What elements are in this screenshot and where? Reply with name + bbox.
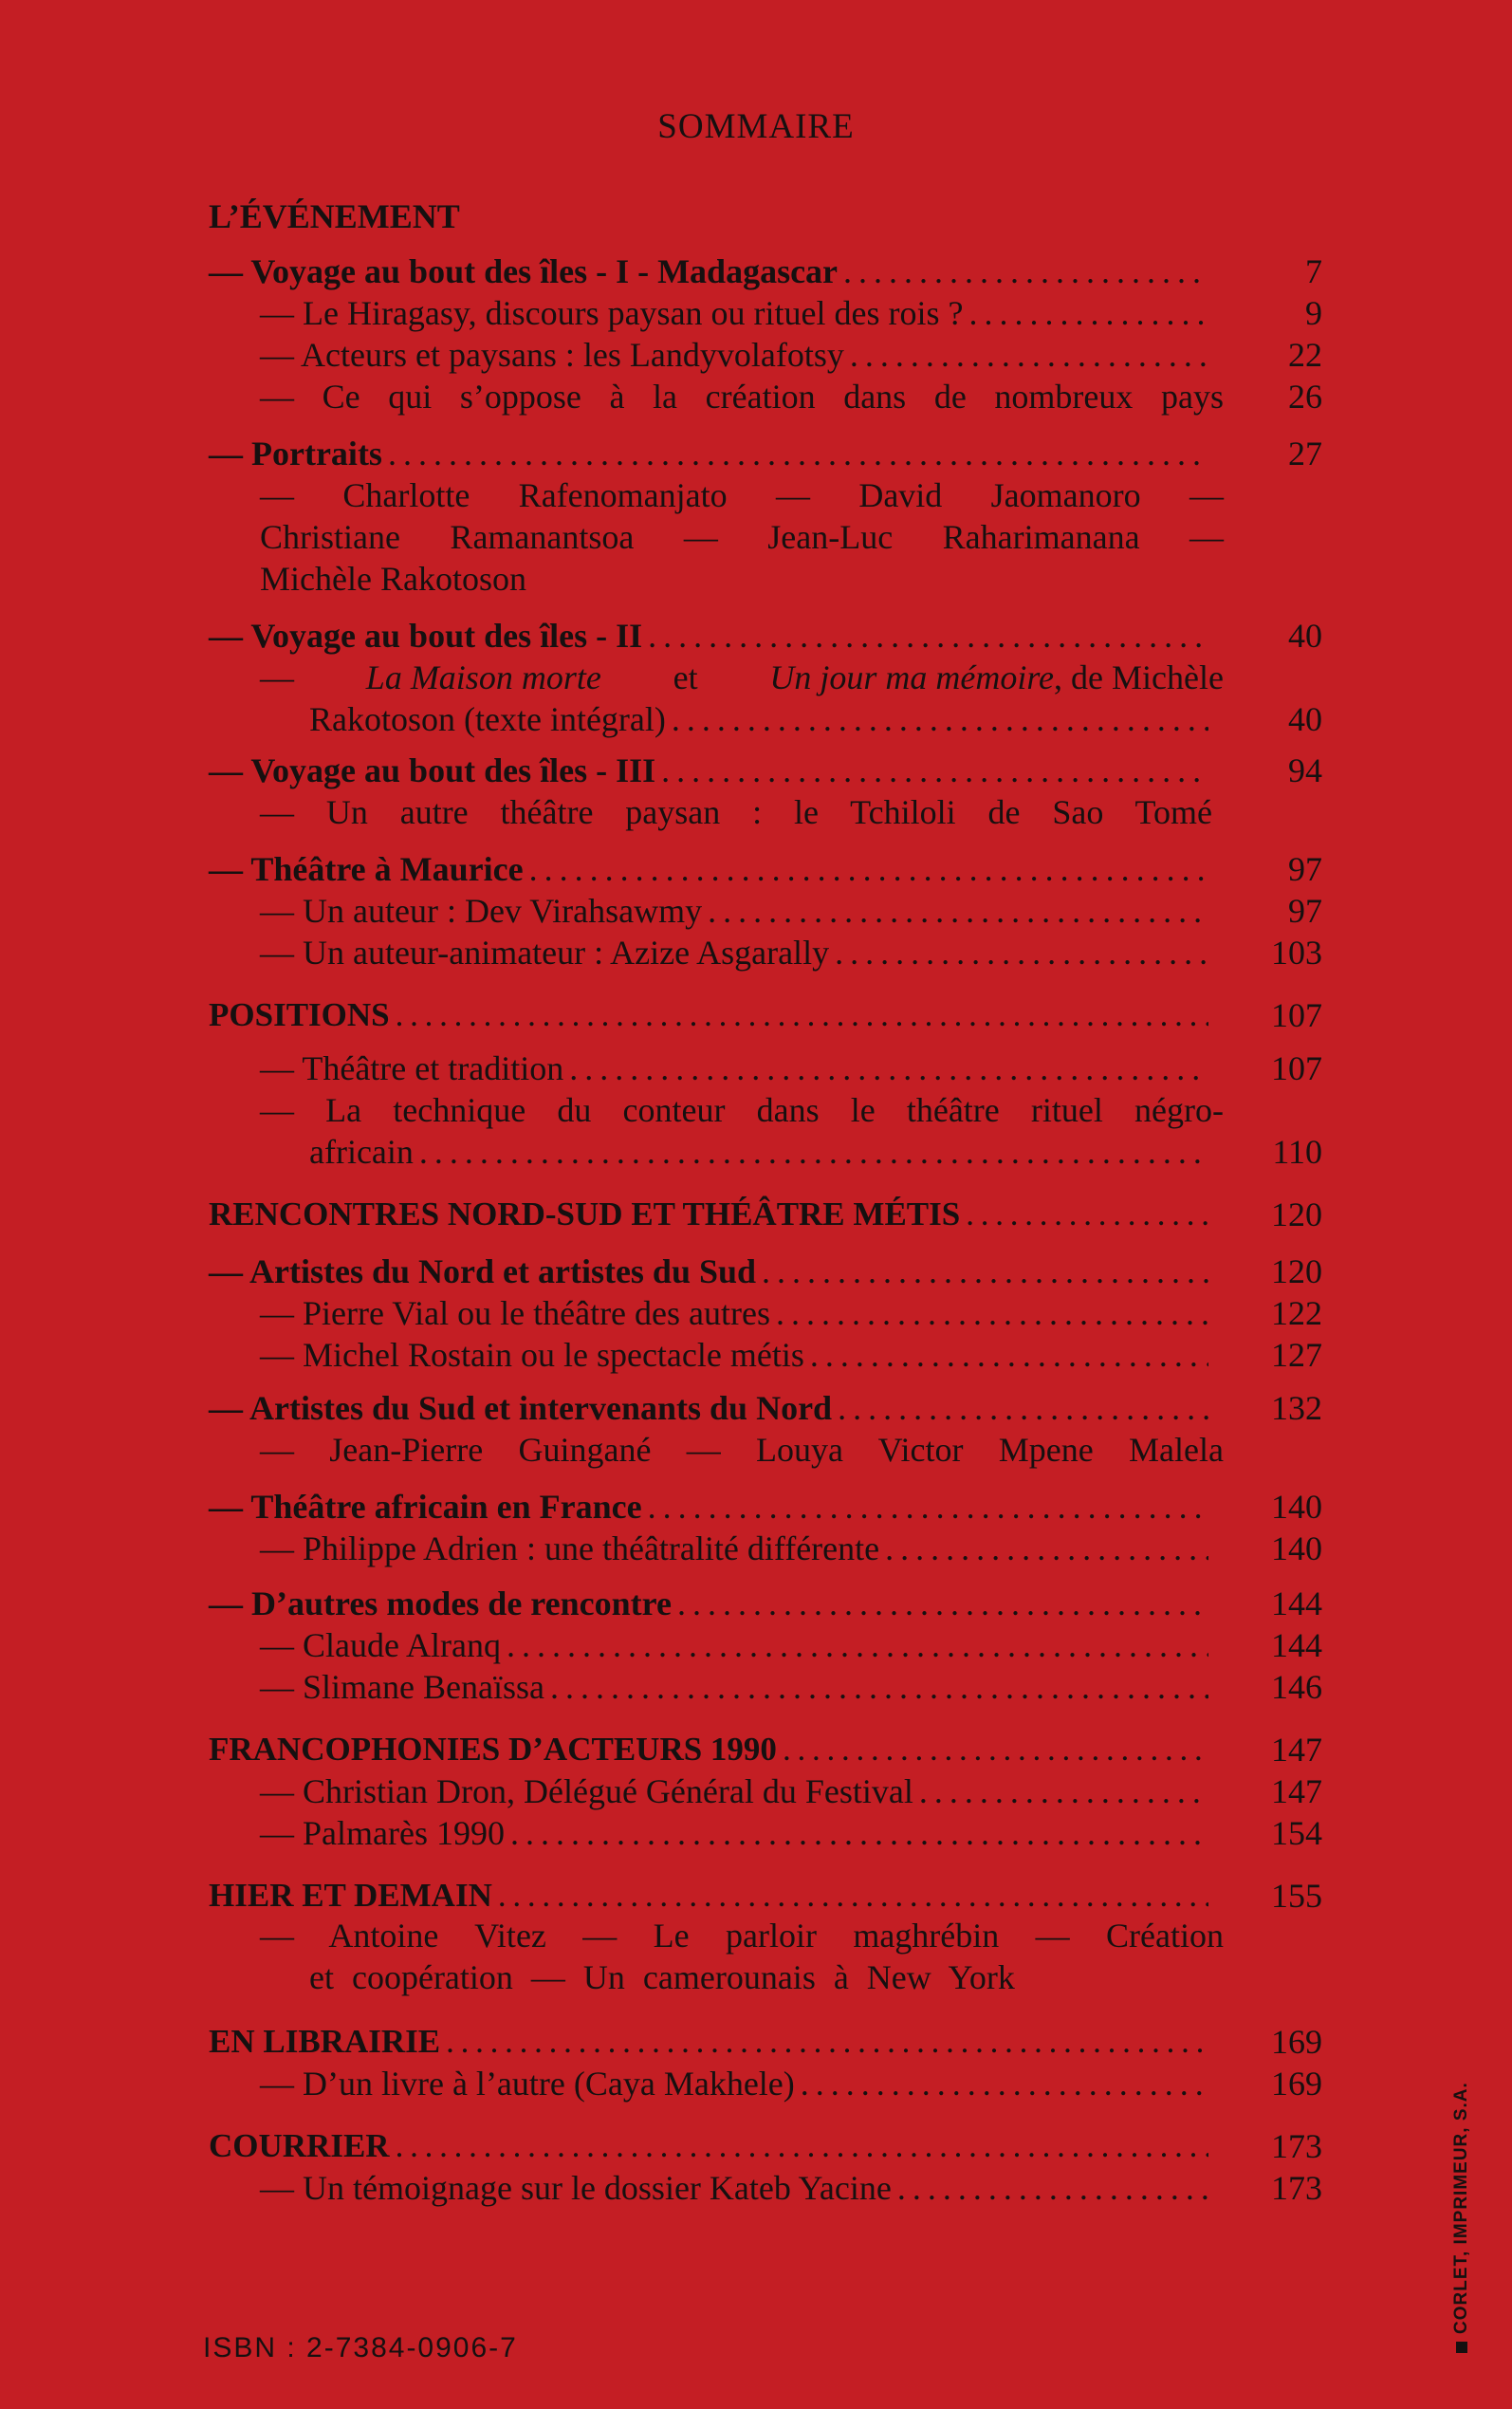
entry-text: et — [673, 658, 698, 696]
toc-entry — [209, 433, 1212, 474]
page-number: 9 — [1305, 294, 1322, 332]
dot-leader — [648, 1486, 1208, 1528]
entry-title: — Artistes du Nord et artistes du Sud — [209, 1252, 757, 1290]
toc-entry-line: — Un autre théâtre paysan : le Tchiloli de Sao Tomé — [260, 793, 1212, 831]
page-number: 22 — [1288, 336, 1322, 374]
toc-entry — [260, 334, 1212, 376]
printer-credit — [1451, 2082, 1472, 2353]
page-number: 97 — [1288, 850, 1322, 888]
page-number: 122 — [1271, 1294, 1322, 1332]
dot-leader — [529, 848, 1208, 890]
dot-leader — [550, 1666, 1208, 1708]
page-number: 27 — [1288, 435, 1322, 473]
entry-title: — Claude Alranq — [260, 1626, 501, 1664]
page-number: 147 — [1271, 1731, 1322, 1769]
page-number: 110 — [1272, 1133, 1322, 1171]
page-title: SOMMAIRE — [657, 107, 855, 146]
dot-leader — [968, 292, 1208, 334]
toc-entry — [209, 2021, 1212, 2063]
entry-title: — Théâtre à Maurice — [209, 850, 524, 888]
page-number: 173 — [1271, 2127, 1322, 2165]
dot-leader — [677, 1583, 1208, 1624]
entry-title: — Pierre Vial ou le théâtre des autres — [260, 1294, 770, 1332]
dot-leader — [708, 890, 1208, 932]
toc-entry-line: — Charlotte Rafenomanjato — David Jaomanoro — — [260, 476, 1224, 514]
dot-leader — [510, 1812, 1208, 1854]
printer-logo-icon — [1456, 2342, 1467, 2353]
entry-text: , de Michèle — [1054, 658, 1224, 696]
entry-title: — D’un livre à l’autre (Caya Makhele) — [260, 2065, 795, 2103]
toc-entry — [209, 2125, 1212, 2167]
page-number: 7 — [1305, 252, 1322, 290]
toc-entry — [309, 698, 1212, 740]
entry-title: africain — [309, 1133, 414, 1171]
toc-entry — [260, 1666, 1212, 1708]
dot-leader — [569, 1047, 1208, 1089]
page-number: 40 — [1288, 700, 1322, 738]
page-number: 140 — [1271, 1488, 1322, 1526]
page-number: 107 — [1271, 996, 1322, 1034]
section-heading: RENCONTRES NORD-SUD ET THÉÂTRE MÉTIS — [209, 1195, 961, 1232]
dot-leader — [810, 1334, 1208, 1376]
entry-title: — Théâtre africain en France — [209, 1488, 642, 1526]
toc-entry — [209, 615, 1212, 657]
dot-leader — [396, 2125, 1208, 2167]
toc-entry — [209, 250, 1212, 292]
work-title-italic: La Maison morte — [365, 658, 601, 696]
page-number: 169 — [1271, 2023, 1322, 2061]
isbn: ISBN : 2-7384-0906-7 — [203, 2332, 518, 2363]
entry-title: — Voyage au bout des îles - I - Madagascar — [209, 252, 839, 290]
page-number: 120 — [1271, 1195, 1322, 1233]
toc-entry-line: — La technique du conteur dans le théâtre rituel négro- — [260, 1091, 1224, 1129]
entry-title: — Voyage au bout des îles - II — [209, 617, 643, 655]
dot-leader — [388, 433, 1208, 474]
toc-entry — [260, 1812, 1212, 1854]
dot-leader — [419, 1131, 1208, 1173]
toc-entry — [209, 1729, 1212, 1770]
entry-title: — Le Hiragasy, discours paysan ou rituel des rois ? — [260, 294, 964, 332]
dot-leader — [507, 1624, 1208, 1666]
toc-entry — [260, 890, 1212, 932]
dot-leader — [885, 1528, 1208, 1569]
toc-entry — [260, 2063, 1212, 2104]
toc-entry — [209, 1486, 1212, 1528]
toc-entry — [260, 2167, 1212, 2209]
toc-entry-line: Michèle Rakotoson — [260, 560, 526, 598]
dot-leader — [838, 1387, 1208, 1429]
section-heading: FRANCOPHONIES D’ACTEURS 1990 — [209, 1731, 777, 1768]
toc-entry — [260, 292, 1212, 334]
section-heading: EN LIBRAIRIE — [209, 2023, 441, 2060]
dot-leader — [850, 334, 1208, 376]
page-number: 40 — [1288, 617, 1322, 655]
page-number: 140 — [1271, 1529, 1322, 1567]
page-number: 103 — [1271, 934, 1322, 972]
page-number: 94 — [1288, 751, 1322, 789]
toc-entry — [309, 1131, 1212, 1173]
dot-leader — [648, 615, 1208, 657]
toc-entry-line: et coopération — Un camerounais à New York — [309, 1958, 1015, 1996]
page-number: 107 — [1271, 1049, 1322, 1087]
entry-title: — Théâtre et tradition — [260, 1049, 564, 1087]
dot-leader — [843, 250, 1208, 292]
dot-leader — [396, 994, 1208, 1036]
page-number: 155 — [1271, 1877, 1322, 1915]
section-heading: POSITIONS — [209, 996, 390, 1033]
dot-leader — [661, 750, 1208, 791]
toc-entry-line — [260, 657, 1224, 698]
dot-leader — [919, 1770, 1208, 1812]
dot-leader — [498, 1875, 1208, 1917]
work-title-italic: Un jour ma mémoire — [769, 658, 1055, 696]
page-number: 144 — [1271, 1584, 1322, 1622]
toc-entry — [260, 1047, 1212, 1089]
dot-leader — [446, 2021, 1208, 2063]
toc-entry-line: — Antoine Vitez — Le parloir maghrébin — Création — [260, 1917, 1224, 1955]
entry-title: — Philippe Adrien : une théâtralité différente — [260, 1529, 880, 1567]
toc-entry — [260, 1334, 1212, 1376]
toc-entry — [209, 1194, 1212, 1235]
dot-leader — [672, 698, 1208, 740]
page-number: 97 — [1288, 892, 1322, 930]
dot-leader — [776, 1292, 1208, 1334]
toc-entry — [260, 1624, 1212, 1666]
entry-title: — Artistes du Sud et intervenants du Nord — [209, 1389, 833, 1427]
section-heading: HIER ET DEMAIN — [209, 1877, 492, 1914]
dot-leader — [897, 2167, 1208, 2209]
dot-leader — [762, 1251, 1208, 1292]
toc-entry — [209, 1387, 1212, 1429]
section-heading: COURRIER — [209, 2127, 390, 2164]
entry-dash: — — [260, 658, 294, 696]
page-number: 147 — [1271, 1772, 1322, 1810]
entry-title: — D’autres modes de rencontre — [209, 1584, 672, 1622]
entry-title: Rakotoson (texte intégral) — [309, 700, 666, 738]
page-number: 173 — [1271, 2169, 1322, 2207]
page-number: 120 — [1271, 1252, 1322, 1290]
entry-title: — Acteurs et paysans : les Landyvolafotsy — [260, 336, 844, 374]
page-number: 146 — [1271, 1668, 1322, 1706]
page-number: 26 — [1288, 378, 1322, 416]
toc-entry — [209, 1251, 1212, 1292]
toc-entry — [209, 994, 1212, 1036]
toc-entry — [260, 1528, 1212, 1569]
dot-leader — [801, 2063, 1208, 2104]
page-number: 169 — [1271, 2065, 1322, 2103]
entry-title: — Palmarès 1990 — [260, 1814, 505, 1852]
dot-leader — [966, 1194, 1208, 1235]
entry-title: — Un auteur : Dev Virahsawmy — [260, 892, 703, 930]
entry-title: — Un auteur-animateur : Azize Asgarally — [260, 934, 830, 972]
page-number: 127 — [1271, 1336, 1322, 1374]
toc-entry — [260, 932, 1212, 973]
toc-entry — [209, 750, 1212, 791]
page-number: 154 — [1271, 1814, 1322, 1852]
entry-title: — Portraits — [209, 435, 382, 473]
entry-title: — Michel Rostain ou le spectacle métis — [260, 1336, 804, 1374]
toc-entry — [209, 848, 1212, 890]
toc-entry-title: — Ce qui s’oppose à la création dans de nombreux pays — [260, 378, 1224, 416]
toc-entry — [260, 1292, 1212, 1334]
printer-name: CORLET, IMPRIMEUR, S.A. — [1451, 2082, 1471, 2334]
toc-entry — [209, 1583, 1212, 1624]
dot-leader — [783, 1729, 1208, 1770]
entry-title: — Slimane Benaïssa — [260, 1668, 544, 1706]
toc-entry-line: Christiane Ramanantsoa — Jean-Luc Raharimanana — — [260, 518, 1224, 556]
toc-entry-line: — Jean-Pierre Guingané — Louya Victor Mpene Malela — [260, 1431, 1224, 1469]
page-number: 132 — [1271, 1389, 1322, 1427]
entry-title: — Un témoignage sur le dossier Kateb Yacine — [260, 2169, 892, 2207]
dot-leader — [835, 932, 1208, 973]
section-heading: L’ÉVÉNEMENT — [209, 197, 460, 235]
page-number: 144 — [1271, 1626, 1322, 1664]
entry-title: — Christian Dron, Délégué Général du Festival — [260, 1772, 913, 1810]
toc-entry — [209, 1875, 1212, 1917]
toc-entry — [260, 1770, 1212, 1812]
entry-title: — Voyage au bout des îles - III — [209, 751, 656, 789]
